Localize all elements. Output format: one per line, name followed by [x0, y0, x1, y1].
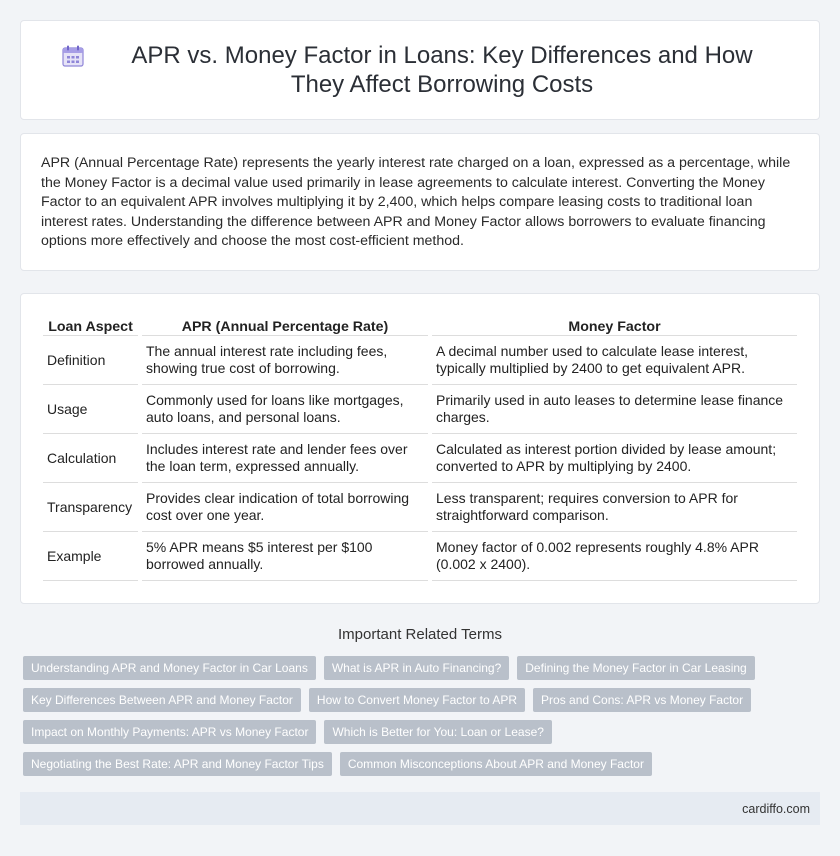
related-term-link[interactable]: Which is Better for You: Loan or Lease? [324, 720, 551, 744]
row-money-factor: Calculated as interest portion divided by lease amount; converted to APR by multiplying by 2400. [432, 434, 797, 483]
table-row [43, 483, 797, 532]
header-money-factor: Money Factor [432, 314, 797, 336]
row-apr: Includes interest rate and lender fees over the loan term, expressed annually. [142, 434, 428, 483]
row-apr: 5% APR means $5 interest per $100 borrowed annually. [142, 532, 428, 581]
calendar-icon [60, 43, 86, 69]
row-aspect: Transparency [43, 483, 138, 532]
header-loan-aspect: Loan Aspect [43, 314, 138, 336]
related-term-link[interactable]: What is APR in Auto Financing? [324, 656, 509, 680]
comparison-table [39, 314, 801, 581]
table-header-row [43, 314, 797, 336]
related-term-link[interactable]: Understanding APR and Money Factor in Car Loans [23, 656, 316, 680]
title-card [20, 20, 820, 120]
related-terms-list [23, 656, 823, 784]
footer [20, 792, 820, 825]
intro-card [20, 133, 820, 271]
row-money-factor: Primarily used in auto leases to determine lease finance charges. [432, 385, 797, 434]
row-aspect: Calculation [43, 434, 138, 483]
related-term-link[interactable]: Key Differences Between APR and Money Factor [23, 688, 301, 712]
related-term-link[interactable]: Pros and Cons: APR vs Money Factor [533, 688, 751, 712]
table-row [43, 336, 797, 385]
related-term-link[interactable]: Negotiating the Best Rate: APR and Money Factor Tips [23, 752, 332, 776]
row-money-factor: Less transparent; requires conversion to APR for straightforward comparison. [432, 483, 797, 532]
footer-site-name: cardiffo.com [742, 801, 810, 816]
related-terms-heading: Important Related Terms [338, 626, 502, 643]
page-title: APR vs. Money Factor in Loans: Key Differences and How They Affect Borrowing Costs [131, 42, 753, 98]
table-row [43, 434, 797, 483]
row-apr: Commonly used for loans like mortgages, auto loans, and personal loans. [142, 385, 428, 434]
tag-row [23, 656, 823, 680]
row-money-factor: A decimal number used to calculate lease interest, typically multiplied by 2400 to get equivalent APR. [432, 336, 797, 385]
intro-paragraph: APR (Annual Percentage Rate) represents the yearly interest rate charged on a loan, expressed as a percentage, while the Money Factor is a decimal value used primarily in lease agreements to calculate interest. Converting the Money Factor to an equivalent APR involves multiplying it by 2,400, which helps compare leasing costs to traditional loan interest rates. Understanding the difference between APR and Money Factor allows borrowers to evaluate financing options more effectively and choose the most cost-efficient method. [41, 155, 791, 249]
comparison-table-card [20, 293, 820, 604]
related-term-link[interactable]: How to Convert Money Factor to APR [309, 688, 525, 712]
header-apr: APR (Annual Percentage Rate) [142, 314, 428, 336]
related-term-link[interactable]: Impact on Monthly Payments: APR vs Money Factor [23, 720, 316, 744]
row-apr: The annual interest rate including fees, showing true cost of borrowing. [142, 336, 428, 385]
related-term-link[interactable]: Defining the Money Factor in Car Leasing [517, 656, 754, 680]
tag-row [23, 688, 823, 712]
table-row [43, 385, 797, 434]
row-aspect: Example [43, 532, 138, 581]
tag-row [23, 720, 823, 744]
row-money-factor: Money factor of 0.002 represents roughly 4.8% APR (0.002 x 2400). [432, 532, 797, 581]
row-apr: Provides clear indication of total borrowing cost over one year. [142, 483, 428, 532]
row-aspect: Usage [43, 385, 138, 434]
table-row [43, 532, 797, 581]
row-aspect: Definition [43, 336, 138, 385]
tag-row [23, 752, 823, 776]
related-term-link[interactable]: Common Misconceptions About APR and Money Factor [340, 752, 652, 776]
